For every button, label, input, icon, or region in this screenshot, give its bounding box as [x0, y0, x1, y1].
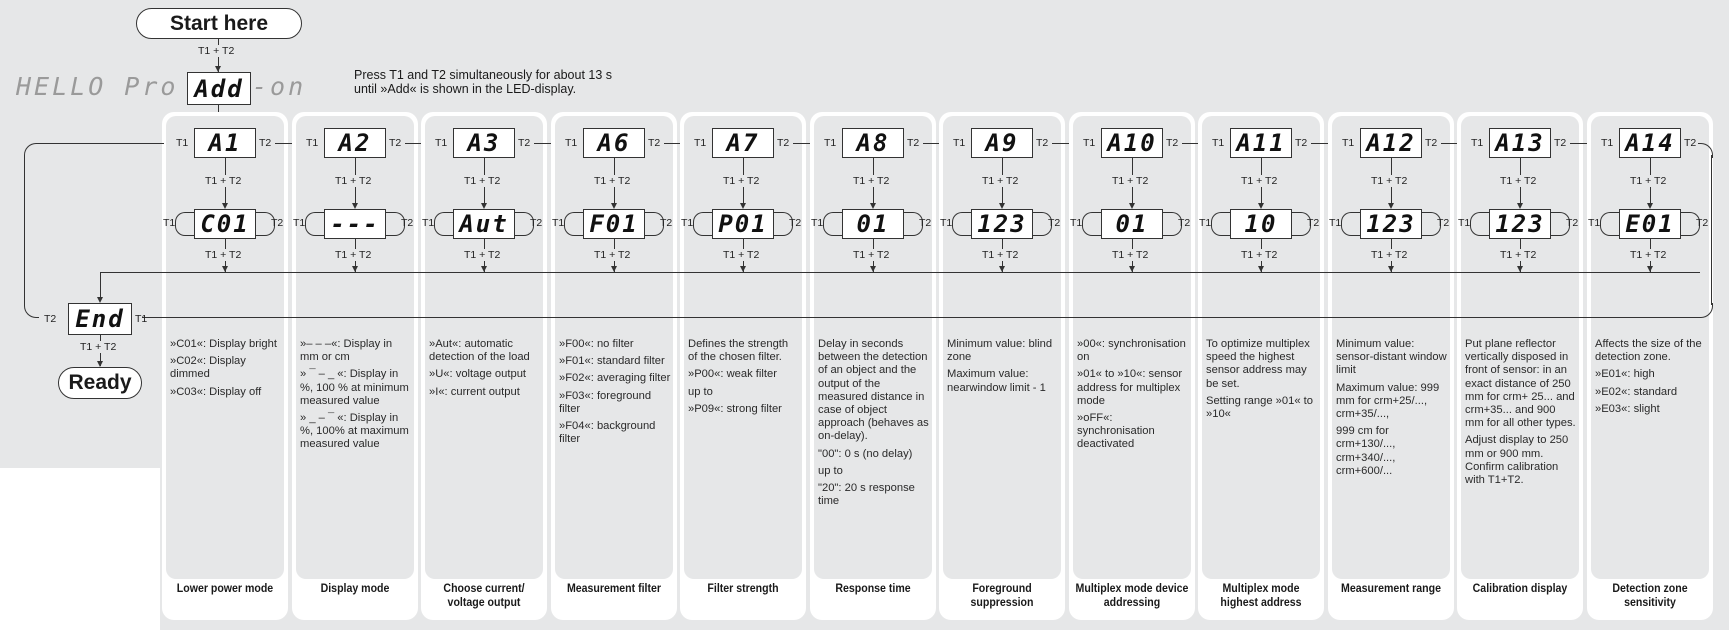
description-line: Maximum value: nearwindow limit - 1 [947, 368, 1046, 394]
t2-key-label: T2 [1437, 217, 1450, 229]
description-line: »E03«: slight [1595, 402, 1660, 415]
boot-suffix-display: -on [252, 72, 307, 101]
description-line: »E01«: high [1595, 368, 1655, 381]
t2-key-label: T2 [789, 217, 802, 229]
enter-trigger-label: T1 + T2 [1630, 175, 1667, 187]
t2-key-label: T2 [1566, 217, 1579, 229]
t1-key-label: T1 [565, 137, 578, 149]
description-line: »Aut«: automatic detection of the load [429, 338, 530, 364]
confirm-trigger-label: T1 + T2 [1241, 249, 1278, 261]
t2-key-label: T2 [1166, 137, 1179, 149]
t1-key-label: T1 [176, 137, 189, 149]
confirm-trigger-label: T1 + T2 [1630, 249, 1667, 261]
description-line: »E02«: standard [1595, 385, 1678, 398]
column-title: Response time [835, 583, 911, 595]
description-line: » ¯ – _ «: Display in %, 100 % at minimum measured value [300, 368, 409, 407]
t2-key-label: T2 [648, 137, 661, 149]
t2-key-label: T2 [660, 217, 673, 229]
description-line: »F02«: averaging filter [559, 372, 671, 385]
end-display: End [68, 303, 132, 335]
description-line: »F01«: standard filter [559, 355, 665, 368]
column-description [1077, 338, 1189, 456]
description-line: "00": 0 s (no delay) [818, 447, 913, 460]
description-line: Setting range »01« to »10« [1206, 394, 1313, 421]
t1-key-label: T1 [1588, 217, 1601, 229]
description-line: Delay in seconds between the detection of an object and the output of the measured distance in case of object approach (behaves as on-delay). [818, 338, 929, 443]
column-description [429, 338, 541, 403]
t1-loop-icon [1211, 212, 1231, 236]
description-line: » _ – ¯ «: Display in %, 100% at maximum measured value [300, 412, 409, 451]
enter-trigger-label: T1 + T2 [205, 175, 242, 187]
menu-display-a12: A12 [1360, 128, 1422, 158]
end-right-key: T1 [135, 313, 148, 325]
value-display-a8: 01 [842, 209, 904, 239]
enter-trigger-label: T1 + T2 [1241, 175, 1278, 187]
collector-drop [100, 272, 101, 300]
menu-display-a10: A10 [1101, 128, 1163, 158]
column-description [1206, 338, 1318, 425]
value-display-a6: F01 [583, 209, 645, 239]
enter-trigger-label: T1 + T2 [335, 175, 372, 187]
t1-loop-icon [1470, 212, 1490, 236]
t2-key-label: T2 [401, 217, 414, 229]
t2-key-label: T2 [1178, 217, 1191, 229]
value-display-a9: 123 [971, 209, 1033, 239]
value-display-a1: C01 [194, 209, 256, 239]
description-line: »P09«: strong filter [688, 402, 782, 415]
description-line: Maximum value: 999 mm for crm+25/..., crm+35/..., [1336, 381, 1440, 421]
confirm-trigger-label: T1 + T2 [205, 249, 242, 261]
description-line: 999 cm for crm+130/..., crm+340/..., crm+600/... [1336, 425, 1396, 477]
column-description [170, 338, 282, 403]
menu-display-a11: A11 [1230, 128, 1292, 158]
t1-key-label: T1 [940, 217, 953, 229]
t2-key-label: T2 [919, 217, 932, 229]
t1-key-label: T1 [1458, 217, 1471, 229]
value-display-a12: 123 [1360, 209, 1422, 239]
t2-key-label: T2 [389, 137, 402, 149]
start-here-label: Start here [169, 12, 269, 35]
start-trigger-label: T1 + T2 [198, 45, 235, 57]
value-display-a3: Aut [453, 209, 515, 239]
t2-key-label: T2 [907, 137, 920, 149]
column-description [300, 338, 412, 456]
start-here-node [136, 8, 302, 39]
value-display-a11: 10 [1230, 209, 1292, 239]
t2-key-label: T2 [1295, 137, 1308, 149]
t1-loop-icon [564, 212, 584, 236]
menu-display-a7: A7 [712, 128, 774, 158]
description-line: »01« to »10«: sensor address for multiplex mode [1077, 368, 1183, 407]
confirm-trigger-label: T1 + T2 [853, 249, 890, 261]
confirm-trigger-label: T1 + T2 [723, 249, 760, 261]
description-line: "20": 20 s response time [818, 482, 915, 508]
confirm-trigger-label: T1 + T2 [1500, 249, 1537, 261]
t1-loop-icon [1600, 212, 1620, 236]
t2-key-label: T2 [1307, 217, 1320, 229]
t1-key-label: T1 [306, 137, 319, 149]
column-title: Multiplex mode highest address [1220, 583, 1302, 609]
t1-key-label: T1 [293, 217, 306, 229]
t1-key-label: T1 [163, 217, 176, 229]
column-description [1465, 338, 1577, 491]
boot-prefix-display: HELLO Pro [16, 72, 179, 101]
t2-key-label: T2 [1554, 137, 1567, 149]
description-line: To optimize multiplex speed the highest sensor address may be set. [1206, 338, 1310, 390]
t1-key-label: T1 [422, 217, 435, 229]
value-display-a7: P01 [712, 209, 774, 239]
menu-display-a6: A6 [583, 128, 645, 158]
column-title: Choose current/ voltage output [443, 583, 525, 609]
t1-loop-icon [952, 212, 972, 236]
t2-key-label: T2 [530, 217, 543, 229]
enter-trigger-label: T1 + T2 [1371, 175, 1408, 187]
description-line: up to [688, 385, 713, 398]
description-line: »P00«: weak filter [688, 368, 777, 381]
enter-trigger-label: T1 + T2 [723, 175, 760, 187]
t1-key-label: T1 [1342, 137, 1355, 149]
t1-key-label: T1 [1199, 217, 1212, 229]
column-description [688, 338, 800, 420]
description-line: »– – –«: Display in mm or cm [300, 338, 393, 364]
t2-key-label: T2 [518, 137, 531, 149]
confirm-trigger-label: T1 + T2 [464, 249, 501, 261]
menu-display-a13: A13 [1489, 128, 1551, 158]
confirm-trigger-label: T1 + T2 [1112, 249, 1149, 261]
t1-key-label: T1 [552, 217, 565, 229]
enter-trigger-label: T1 + T2 [982, 175, 1019, 187]
t1-key-label: T1 [1471, 137, 1484, 149]
t1-key-label: T1 [1070, 217, 1083, 229]
confirm-trigger-label: T1 + T2 [594, 249, 631, 261]
description-line: »F00«: no filter [559, 338, 634, 350]
t1-key-label: T1 [435, 137, 448, 149]
t1-key-label: T1 [811, 217, 824, 229]
column-title: Calibration display [1472, 583, 1568, 595]
column-title: Lower power mode [176, 583, 274, 595]
t1-key-label: T1 [953, 137, 966, 149]
column-title: Filter strength [707, 583, 779, 595]
description-line: »I«: current output [429, 385, 520, 398]
value-display-a14: E01 [1619, 209, 1681, 239]
column-description [559, 338, 671, 450]
t1-loop-icon [175, 212, 195, 236]
column-title: Measurement filter [566, 583, 662, 595]
confirm-trigger-label: T1 + T2 [1371, 249, 1408, 261]
column-description [1595, 338, 1707, 420]
enter-trigger-label: T1 + T2 [464, 175, 501, 187]
t2-key-label: T2 [1684, 137, 1697, 149]
t1-key-label: T1 [824, 137, 837, 149]
menu-display-a1: A1 [194, 128, 256, 158]
description-line: Affects the size of the detection zone. [1595, 338, 1702, 364]
column-title: Display mode [320, 583, 390, 595]
description-line: Adjust display to 250 mm or 900 mm. Confirm calibration with T1+T2. [1465, 434, 1569, 487]
description-line: Minimum value: blind zone [947, 338, 1053, 364]
t1-key-label: T1 [1083, 137, 1096, 149]
description-line: »00«: synchronisation on [1077, 338, 1186, 364]
t2-key-label: T2 [777, 137, 790, 149]
return-line-left [24, 155, 25, 305]
t1-key-label: T1 [1329, 217, 1342, 229]
menu-display-a3: A3 [453, 128, 515, 158]
value-display-a2: --- [324, 209, 386, 239]
t1-loop-icon [693, 212, 713, 236]
description-line: »oFF«: synchronisation deactivated [1077, 412, 1155, 451]
column-title: Foreground suppression [970, 583, 1034, 609]
t2-key-label: T2 [1036, 137, 1049, 149]
description-line: Put plane reflector vertically disposed in front of sensor: in an exact distance of 250 mm for crm+ 25... and crm+35... and 900 mm for all other types. [1465, 338, 1576, 430]
ready-node [58, 367, 142, 399]
confirm-trigger-label: T1 + T2 [982, 249, 1019, 261]
t1-loop-icon [305, 212, 325, 236]
enter-trigger-label: T1 + T2 [853, 175, 890, 187]
confirm-trigger-label: T1 + T2 [335, 249, 372, 261]
t2-key-label: T2 [271, 217, 284, 229]
return-line-top [38, 143, 164, 144]
return-line-right [1711, 155, 1712, 305]
description-line: »F04«: background filter [559, 420, 656, 446]
description-line: »C02«: Display dimmed [170, 355, 246, 381]
description-line: »F03«: foreground filter [559, 389, 652, 415]
column-description [947, 338, 1059, 399]
t2-key-label: T2 [259, 137, 272, 149]
menu-display-a9: A9 [971, 128, 1033, 158]
column-description [818, 338, 930, 512]
ready-label: Ready [68, 371, 132, 394]
t2-key-label: T2 [1696, 217, 1709, 229]
menu-display-a14: A14 [1619, 128, 1681, 158]
enter-trigger-label: T1 + T2 [1500, 175, 1537, 187]
description-line: »U«: voltage output [429, 368, 527, 381]
enter-trigger-label: T1 + T2 [594, 175, 631, 187]
t1-loop-icon [1082, 212, 1102, 236]
t1-loop-icon [1341, 212, 1361, 236]
t1-key-label: T1 [1601, 137, 1614, 149]
t2-key-label: T2 [1425, 137, 1438, 149]
t1-key-label: T1 [1212, 137, 1225, 149]
value-display-a10: 01 [1101, 209, 1163, 239]
column-title: Detection zone sensitivity [1612, 583, 1688, 609]
add-display: Add [187, 72, 251, 105]
collector-line [100, 272, 1700, 273]
description-line: Defines the strength of the chosen filter. [688, 338, 789, 364]
column-title: Measurement range [1341, 583, 1441, 595]
enter-trigger-label: T1 + T2 [1112, 175, 1149, 187]
description-line: up to [818, 464, 843, 477]
description-line: Minimum value: sensor-distant window limit [1336, 338, 1447, 377]
description-line: »C01«: Display bright [170, 338, 277, 350]
end-line-bottom [142, 317, 1700, 318]
t2-key-label: T2 [1048, 217, 1061, 229]
menu-display-a8: A8 [842, 128, 904, 158]
t1-key-label: T1 [681, 217, 694, 229]
intro-instruction: Press T1 and T2 simultaneously for about 13 s until »Add« is shown in the LED-display. [354, 68, 613, 96]
t1-key-label: T1 [694, 137, 707, 149]
column-description [1336, 338, 1448, 482]
end-left-key: T2 [44, 313, 57, 325]
column-title: Multiplex mode device addressing [1075, 583, 1189, 609]
end-trigger-label: T1 + T2 [80, 341, 117, 353]
menu-display-a2: A2 [324, 128, 386, 158]
t1-loop-icon [434, 212, 454, 236]
value-display-a13: 123 [1489, 209, 1551, 239]
description-line: »C03«: Display off [170, 385, 262, 398]
t1-loop-icon [823, 212, 843, 236]
